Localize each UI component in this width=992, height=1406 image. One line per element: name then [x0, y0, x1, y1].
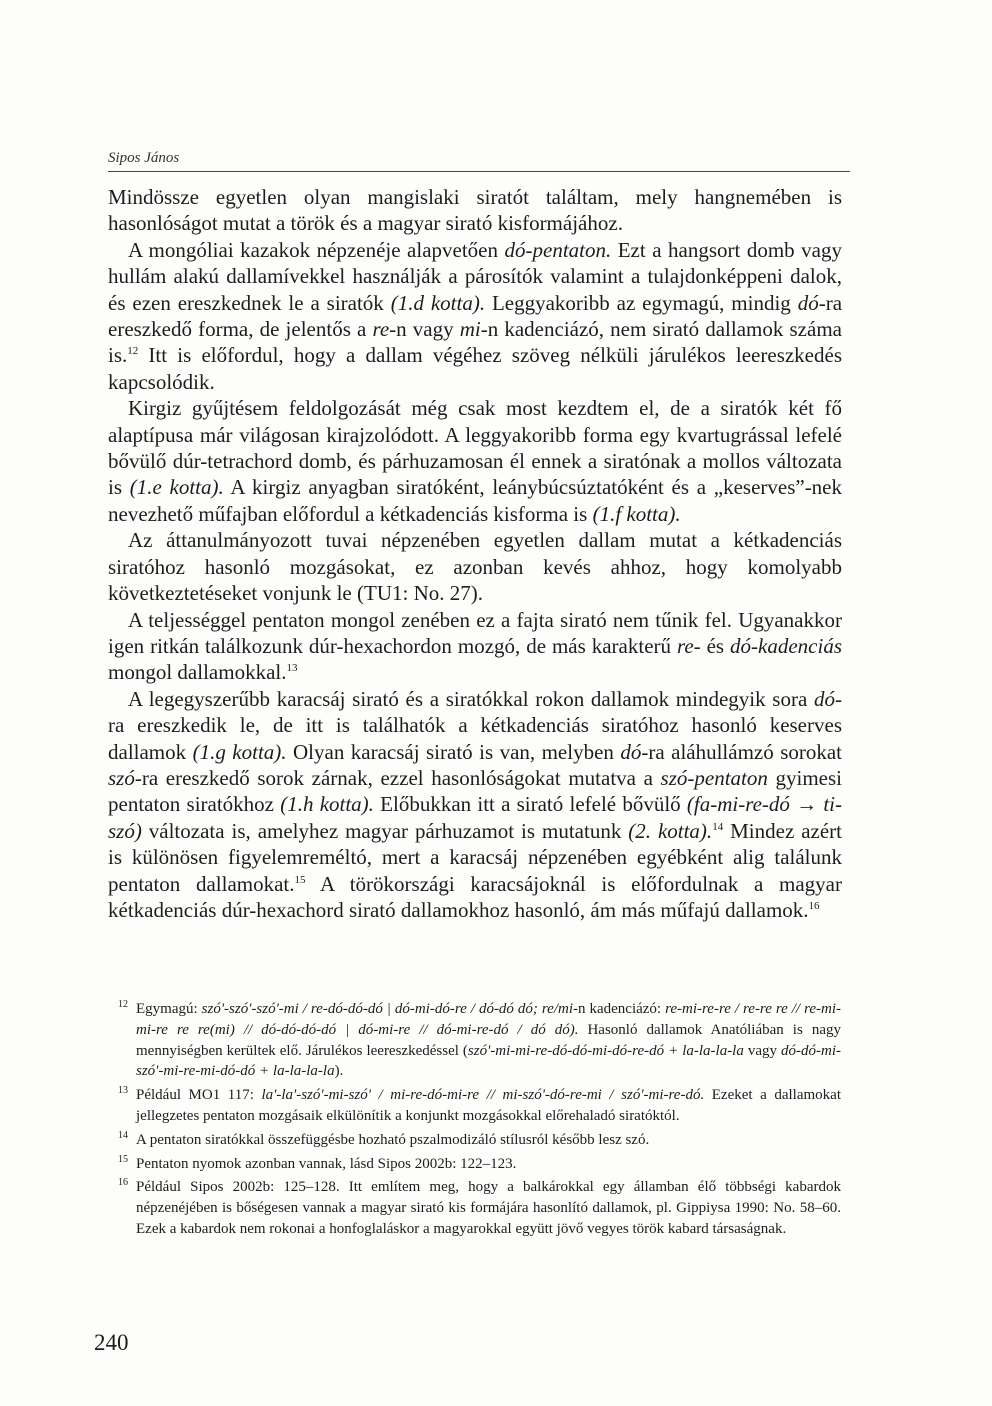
page-number: 240 [94, 1330, 129, 1355]
footnote-ref-14[interactable]: 14 [712, 820, 724, 833]
footnote-14: 14 A pentaton siratókkal összefüggésbe hozható pszalmodizáló stílusról később lesz szó. [136, 1130, 841, 1151]
header-rule [108, 171, 850, 172]
footnote-number: 16 [118, 1177, 128, 1189]
footnote-number: 13 [118, 1085, 128, 1097]
footnotes [118, 999, 842, 1243]
footnote-12: 12 Egymagú: szó'-szó'-szó'-mi / re-dó-dó-dó | dó-mi-dó-re / dó-dó dó; re/mi-n kadenciázó: re-mi-re-re / re-re re // re-mi-mi-re re re(mi) // dó-dó-dó-dó | dó-mi-re // dó-mi-re-dó / dó dó). Hasonló dallamok Anatóliában is nagy mennyiségben kerültek elő. Járulékos leereszkedéssel (szó'-mi-mi-re-dó-dó-mi-dó-re-dó + la-la-la-la vagy dó-dó-mi-szó'-mi-re-mi-dó-dó + la-la-la-la). [136, 999, 841, 1082]
paragraph-5: A teljességgel pentaton mongol zenében ez a fajta sirató nem tűnik fel. Ugyanakkor igen ritkán találkozunk dúr-hexachordon mozgó, de más karakterű re- és dó-kadenciás mongol dallamokkal.$^{13}$ [108, 607, 842, 685]
footnote-15: 15 Pentaton nyomok azonban vannak, lásd Sipos 2002b: 122–123. [136, 1154, 841, 1175]
footnote-ref-15[interactable]: 15 [294, 873, 306, 886]
footnote-13: 13 Például MO1 117: la'-la'-szó'-mi-szó' / mi-re-dó-mi-re // mi-szó'-dó-re-mi / szó'-mi-re-dó. Ezeket a dallamokat jellegzetes pentaton mozgásaik elkülönítik a konjunkt mozgásokkal előrehaladó siratóktól. [136, 1085, 841, 1127]
footnote-number: 14 [118, 1129, 128, 1141]
footnote-ref-12[interactable]: 12 [127, 345, 139, 358]
footnote-16: 16 Például Sipos 2002b: 125–128. Itt említem meg, hogy a balkárokkal egy államban élő többségi kabardok népzenéjében is bőségesen vannak a magyar sirató kis formájára hasonlító dallamok, pl. Gippiysa 1990: No. 58–60. Ezek a kabardok nem rokonai a honfoglaláskor a magyarokkal együtt jövő vegyes török kabard társaságnak. [136, 1177, 841, 1239]
paragraph-6: A legegyszerűbb karacsáj sirató és a siratókkal rokon dallamok mindegyik sora dó-ra ereszkedik le, de itt is találhatók a kétkadenciás siratóhoz hasonló keserves dallamok (1.g kotta). Olyan karacsáj sirató is van, melyben dó-ra aláhullámzó sorokat szó-ra ereszkedő sorok zárnak, ezzel hasonlóságokat mutatva a szó-pentaton gyimesi pentaton siratókhoz (1.h kotta). Előbukkan itt a sirató lefelé bővülő (fa-mi-re-dó → ti-szó) változata is, amelyhez magyar párhuzamot is mutatunk (2. kotta).$^{14}$ Mindez azért is különösen figyelemreméltó, mert a karacsáj népzenében egyébként alig találunk pentaton dallamokat.$^{15}$ A törökországi karacsájoknál is előfordulnak a magyar kétkadenciás dúr-hexachord sirató dallamokhoz hasonló, ám más műfajú dallamok.$^{16}$ [108, 686, 843, 922]
paragraph-3: Kirgiz gyűjtésem feldolgozását még csak most kezdtem el, de a siratók két fő alaptípusa már világosan kirajzolódott. A leggyakoribb forma egy kvartugrással lefelé bővülő dúr-tetrachord domb, és párhuzamosan él ennek a siratónak a mollos változata is (1.e kotta). A kirgiz anyagban siratóként, leánybúcsúztatóként és a „keserves”-nek nevezhető műfajban előfordul a kétkadenciás kisforma is (1.f kotta). [108, 396, 843, 526]
footnote-ref-13[interactable]: 13 [286, 662, 298, 675]
paragraph-2: A mongóliai kazakok népzenéje alapvetően dó-pentaton. Ezt a hangsort domb vagy hullám alakú dallamívekkel használják a párosítók valamint a tulajdonképpeni dalok, és ezen ereszkednek le a siratók (1.d kotta). Leggyakoribb az egymagú, mindig dó-ra ereszkedő forma, de jelentős a re-n vagy mi-n kadenciázó, nem sirató dallamok száma is.$^{12}$ Itt is előfordul, hogy a dallam végéhez szöveg nélküli járulékos leereszkedés kapcsolódik. [108, 237, 843, 394]
paragraph-1: Mindössze egyetlen olyan mangislaki siratót találtam, mely hangnemében is hasonlóságot mutat a török és a magyar sirató kisformájához. [108, 185, 842, 236]
paragraph-4: Az áttanulmányozott tuvai népzenében egyetlen dallam mutat a kétkadenciás siratóhoz hasonló mozgásokat, ez azonban kevés ahhoz, hogy komolyabb következtetéseket vonjunk le (TU1: No. 27). [108, 528, 842, 606]
running-head: Sipos János [108, 150, 180, 166]
footnote-number: 15 [118, 1153, 128, 1165]
footnote-ref-16[interactable]: 16 [808, 899, 820, 912]
footnote-number: 12 [118, 999, 128, 1010]
main-text [108, 184, 842, 923]
